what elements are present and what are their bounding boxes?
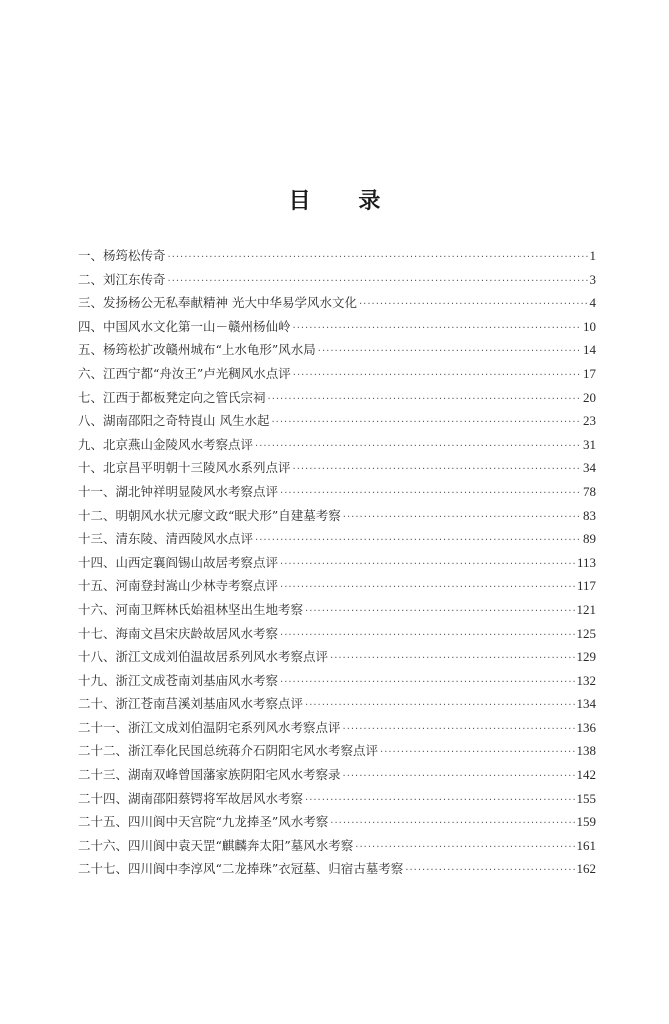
- toc-leader: [380, 741, 574, 763]
- toc-leader: [293, 458, 581, 480]
- toc-page-number: 20: [583, 389, 596, 405]
- toc-entry-text: 八、湖南邵阳之奇特崀山 风生水起: [78, 413, 270, 429]
- toc-leader: [271, 411, 581, 433]
- toc-page-number: 161: [576, 837, 596, 853]
- toc-entry: [78, 692, 596, 716]
- toc-entry-text: 九、北京燕山金陵风水考察点评: [78, 436, 254, 452]
- toc-leader: [343, 506, 581, 528]
- toc-entry-text: 七、江西于都板凳定向之管氏宗祠: [78, 389, 266, 405]
- toc-entry: [78, 716, 596, 740]
- toc-entry-text: 十、北京昌平明朝十三陵风水系列点评: [78, 460, 291, 476]
- toc-page-number: 134: [576, 696, 596, 712]
- toc-entry-text: 十二、明朝风水状元廖文政“眠犬形”自建墓考察: [78, 507, 341, 523]
- toc-leader: [305, 600, 574, 622]
- toc-entry: [78, 338, 596, 362]
- toc-page-number: 31: [583, 436, 596, 452]
- toc-page-number: 132: [576, 672, 596, 688]
- toc-leader: [330, 647, 574, 669]
- toc-entry: [78, 527, 596, 551]
- toc-page-number: 121: [576, 601, 596, 617]
- toc-page-number: 125: [576, 625, 596, 641]
- toc-entry-text: 十三、清东陵、清西陵风水点评: [78, 531, 254, 547]
- toc-page-number: 4: [589, 295, 596, 311]
- toc-page-number: 136: [576, 719, 596, 735]
- toc-leader: [255, 529, 581, 551]
- toc-entry: [78, 669, 596, 693]
- toc-entry: [78, 504, 596, 528]
- toc-entry: [78, 763, 596, 787]
- toc-page-number: 23: [583, 413, 596, 429]
- toc-entry: [78, 834, 596, 858]
- toc-entry-text: 十七、海南文昌宋庆龄故居风水考察: [78, 625, 279, 641]
- toc-page-number: 78: [583, 483, 596, 499]
- toc-leader: [293, 317, 581, 339]
- toc-entry-text: 十五、河南登封嵩山少林寺考察点评: [78, 578, 279, 594]
- toc-page-number: 117: [576, 578, 596, 594]
- toc-leader: [330, 812, 574, 834]
- toc-entry-text: 二十一、浙江文成刘伯温阴宅系列风水考察点评: [78, 719, 341, 735]
- toc-entry: [78, 409, 596, 433]
- toc-page-number: 83: [583, 507, 596, 523]
- toc-leader: [280, 553, 575, 575]
- toc-entry-text: 六、江西宁都“舟汝王”卢光稠风水点评: [78, 365, 291, 381]
- toc-leader: [293, 364, 581, 386]
- toc-leader: [405, 859, 574, 881]
- toc-entry: [78, 480, 596, 504]
- toc-entry-text: 三、发扬杨公无私奉献精神 光大中华易学风水文化: [78, 295, 357, 311]
- toc-entry-text: 二十七、四川阆中李淳风“二龙捧珠”衣冠墓、归宿古墓考察: [78, 861, 404, 877]
- toc-page-number: 1: [589, 248, 596, 263]
- toc-entry-text: 十六、河南卫辉林氏始祖林坚出生地考察: [78, 601, 304, 617]
- toc-entry: [78, 315, 596, 339]
- toc-leader: [343, 765, 575, 787]
- toc-entry-text: 二十三、湖南双峰曾国藩家族阴阳宅风水考察录: [78, 767, 341, 783]
- toc-entry: [78, 787, 596, 811]
- toc-page-number: 155: [576, 790, 596, 806]
- toc-leader: [268, 388, 581, 410]
- toc-entry: [78, 857, 596, 881]
- toc-entry: [78, 645, 596, 669]
- toc-leader: [355, 836, 574, 858]
- toc-page-number: 142: [576, 767, 596, 783]
- toc-page-number: 138: [576, 743, 596, 759]
- toc-entry: [78, 739, 596, 763]
- toc-page-number: 3: [589, 271, 596, 287]
- toc-leader: [280, 576, 575, 598]
- toc-entry: [78, 433, 596, 457]
- toc-page-number: 159: [576, 814, 596, 830]
- toc-page-number: 14: [583, 342, 596, 358]
- toc-entry-text: 二十二、浙江奉化民国总统蒋介石阴阳宅风水考察点评: [78, 743, 379, 759]
- toc-leader: [359, 293, 588, 315]
- toc-entry-text: 五、杨筠松扩改赣州城布“上水龟形”风水局: [78, 342, 316, 358]
- toc-leader: [280, 624, 574, 646]
- toc-entry: [78, 810, 596, 834]
- toc-entry: [78, 362, 596, 386]
- toc-entry-text: 十四、山西定襄阎锡山故居考察点评: [78, 554, 279, 570]
- page-title: 目 录: [288, 189, 401, 214]
- toc-entry: [78, 291, 596, 315]
- toc-entry: [78, 386, 596, 410]
- toc-leader: [168, 270, 588, 292]
- toc-entry: [78, 456, 596, 480]
- toc-entry-text: 二、刘江东传奇: [78, 271, 166, 287]
- toc-entry-text: 十八、浙江文成刘伯温故居系列风水考察点评: [78, 649, 329, 665]
- toc-page-number: 10: [583, 318, 596, 334]
- toc-entry: [78, 268, 596, 292]
- toc-entry-text: 十九、浙江文成苍南刘基庙风水考察: [78, 672, 279, 688]
- toc-page-number: 89: [583, 531, 596, 547]
- toc-leader: [280, 671, 574, 693]
- toc-entry-text: 一、杨筠松传奇: [78, 248, 166, 263]
- toc-leader: [318, 340, 581, 362]
- toc-leader: [343, 718, 575, 740]
- toc-leader: [305, 789, 574, 811]
- toc-entry-text: 十一、湖北钟祥明显陵风水考察点评: [78, 483, 279, 499]
- toc-entry: [78, 551, 596, 575]
- table-of-contents: [78, 244, 596, 881]
- toc-entry: [78, 574, 596, 598]
- toc-entry: [78, 598, 596, 622]
- toc-page-number: 113: [576, 554, 596, 570]
- toc-leader: [280, 482, 581, 504]
- toc-leader: [168, 246, 588, 268]
- toc-entry: [78, 244, 596, 268]
- toc-page-number: 162: [576, 861, 596, 877]
- toc-leader: [255, 435, 581, 457]
- toc-page-number: 17: [583, 365, 596, 381]
- toc-page-number: 34: [583, 460, 596, 476]
- toc-entry-text: 二十六、四川阆中袁天罡“麒麟奔太阳”墓风水考察: [78, 837, 354, 853]
- toc-entry-text: 二十四、湖南邵阳蔡锷将军故居风水考察: [78, 790, 304, 806]
- toc-entry-text: 四、中国风水文化第一山－赣州杨仙岭: [78, 318, 291, 334]
- toc-leader: [305, 694, 574, 716]
- toc-page-number: 129: [576, 649, 596, 665]
- toc-entry: [78, 622, 596, 646]
- toc-entry-text: 二十、浙江苍南莒溪刘基庙风水考察点评: [78, 696, 304, 712]
- toc-entry-text: 二十五、四川阆中天宫院“九龙捧圣”风水考察: [78, 814, 329, 830]
